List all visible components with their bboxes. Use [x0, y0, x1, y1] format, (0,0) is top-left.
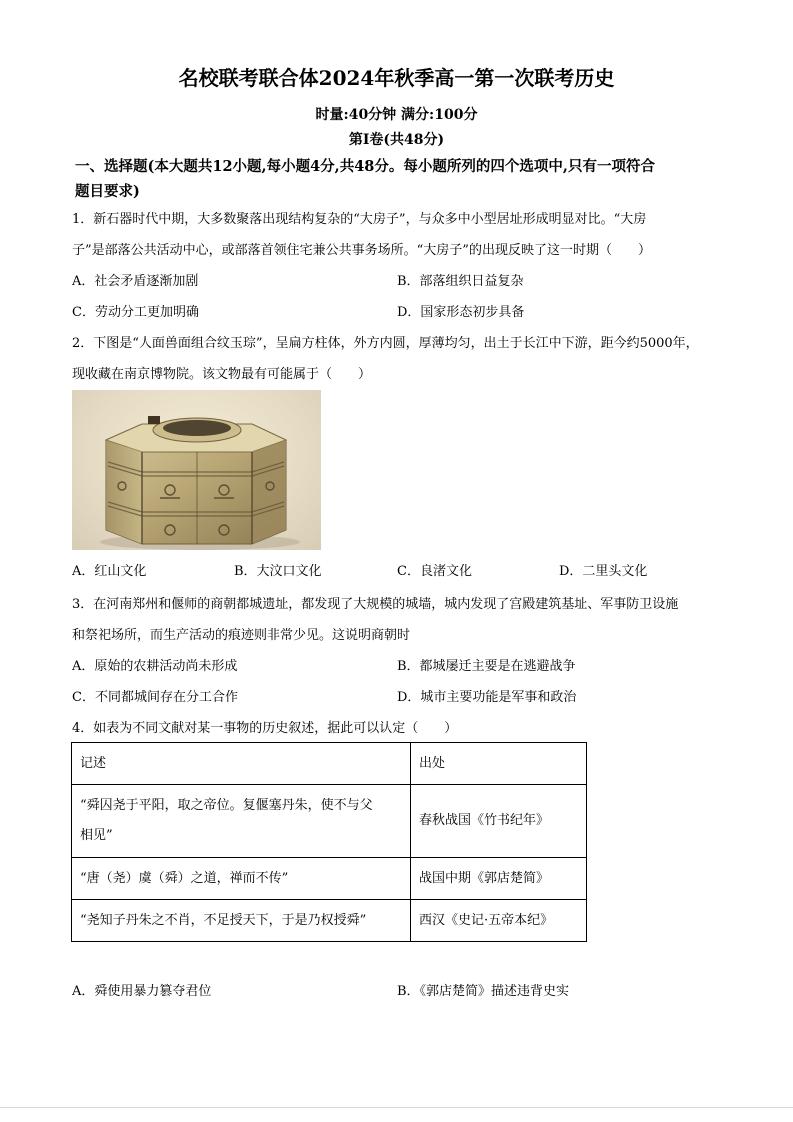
- section-heading-line2: 题目要求): [75, 183, 140, 200]
- table-cell-text: “唐（尧）虞（舜）之道，禅而不传”: [72, 858, 411, 900]
- q3-option-d: D．城市主要功能是军事和政治: [397, 690, 577, 705]
- volume-heading: 第Ⅰ卷(共48分): [348, 132, 445, 148]
- q3-option-a: A．原始的农耕活动尚未形成: [72, 659, 238, 674]
- table-cell-source: 战国中期《郭店楚简》: [411, 858, 587, 900]
- jade-cong-photo: [72, 390, 321, 550]
- table-cell-source: 西汉《史记·五帝本纪》: [411, 900, 587, 942]
- q1-option-c: C．劳动分工更加明确: [72, 305, 199, 320]
- table-header-cell: 记述: [72, 743, 411, 785]
- exam-meta: 时量:40分钟 满分:100分: [315, 107, 478, 123]
- table-cell-text: [72, 785, 411, 858]
- q4-source-table: [71, 742, 587, 942]
- q4-option-a: A．舜使用暴力篡夺君位: [72, 984, 212, 999]
- q1-stem-line2: 子”是部落公共活动中心，或部落首领住宅兼公共事务场所。“大房子”的出现反映了这一时期（ ）: [72, 243, 651, 258]
- q4-stem: 4．如表为不同文献对某一事物的历史叙述，据此可以认定（ ）: [72, 721, 458, 736]
- q3-option-b: B．都城屡迁主要是在逃避战争: [397, 659, 576, 674]
- q1-option-d: D．国家形态初步具备: [397, 305, 525, 320]
- q2-option-c: C．良渚文化: [397, 564, 472, 579]
- table-cell-text: “尧知子丹朱之不肖，不足授天下，于是乃权授舜”: [72, 900, 411, 942]
- q1-option-b: B．部落组织日益复杂: [397, 274, 524, 289]
- q2-option-b: B．大汶口文化: [234, 564, 322, 579]
- q3-stem-line2: 和祭祀场所，而生产活动的痕迹则非常少见。这说明商朝时: [72, 628, 411, 643]
- table-row: [72, 858, 587, 900]
- page-bottom-divider: [0, 1107, 793, 1108]
- table-header-cell: 出处: [411, 743, 587, 785]
- q2-option-a: A．红山文化: [72, 564, 147, 579]
- q3-stem-line1: 3．在河南郑州和偃师的商朝都城遗址，都发现了大规模的城墙，城内发现了宫殿建筑基址、军事防卫设施: [72, 597, 679, 612]
- q1-option-a: A．社会矛盾逐渐加剧: [72, 274, 199, 289]
- q2-option-d: D．二里头文化: [559, 564, 648, 579]
- table-cell-text-line: “舜囚尧于平阳，取之帝位。复偃塞丹朱，使不与父: [80, 798, 373, 813]
- q2-stem-line1: 2．下图是“人面兽面组合纹玉琮”，呈扁方柱体，外方内圆，厚薄均匀，出土于长江中下游，距今约5000年，: [72, 336, 699, 351]
- table-cell-source: 春秋战国《竹书纪年》: [411, 785, 587, 858]
- q2-stem-line2: 现收藏在南京博物院。该文物最有可能属于（ ）: [72, 367, 372, 382]
- q3-option-c: C．不同都城间存在分工合作: [72, 690, 238, 705]
- table-row: [72, 785, 587, 858]
- jade-cong-icon: [72, 390, 321, 550]
- q4-option-b: B．《郭店楚简》描述违背史实: [397, 984, 570, 999]
- q1-stem-line1: 1．新石器时代中期，大多数聚落出现结构复杂的“大房子”，与众多中小型居址形成明显对比。“大房: [72, 212, 647, 227]
- section-heading-line1: 一、选择题(本大题共12小题,每小题4分,共48分。每小题所列的四个选项中,只有一项符合: [75, 158, 655, 175]
- exam-title: 名校联考联合体2024年秋季高一第一次联考历史: [178, 66, 615, 90]
- table-row: [72, 900, 587, 942]
- table-cell-text-line: 相见”: [80, 828, 113, 843]
- table-header-row: [72, 743, 587, 785]
